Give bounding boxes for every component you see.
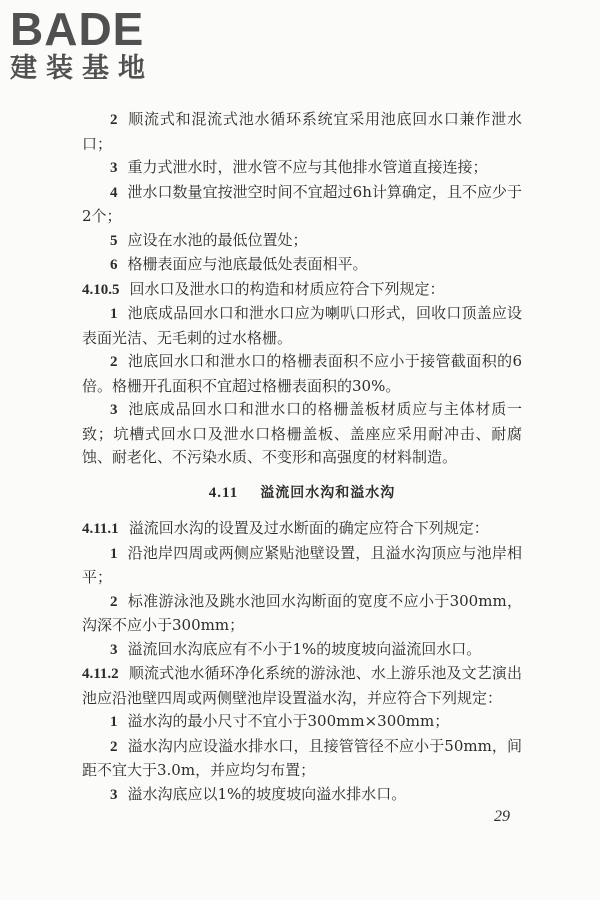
clause-text: 顺流式池水循环净化系统的游泳池、水上游乐池及文艺演出池应沿池壁四周或两侧壁池岸设置溢水沟，并应符合下列规定： xyxy=(82,664,522,707)
document-body xyxy=(82,108,522,807)
item-number: 2 xyxy=(110,593,118,610)
list-item xyxy=(82,542,522,590)
list-item xyxy=(82,350,522,398)
item-number: 5 xyxy=(110,232,118,249)
list-item xyxy=(82,735,522,783)
clause-number: 4.11.2 xyxy=(82,666,119,682)
list-item xyxy=(82,108,522,156)
list-item xyxy=(82,229,522,254)
list-item xyxy=(82,181,522,229)
item-text: 泄水口数量宜按泄空时间不宜超过6h计算确定，且不应少于2个； xyxy=(82,182,522,225)
item-text: 标准游泳池及跳水池回水沟断面的宽度不应小于300mm，沟深不应小于300mm； xyxy=(82,591,522,634)
page-number: 29 xyxy=(494,808,510,825)
item-text: 溢流回水沟底应有不小于1%的坡度坡向溢流回水口。 xyxy=(127,639,482,658)
item-number: 3 xyxy=(110,160,118,176)
item-text: 应设在水池的最低位置处； xyxy=(127,230,308,249)
item-number: 4 xyxy=(110,184,118,201)
item-number: 3 xyxy=(110,641,118,658)
list-item xyxy=(82,783,522,808)
item-text: 重力式泄水时，泄水管不应与其他排水管道直接连接； xyxy=(127,158,488,176)
list-item xyxy=(82,156,522,181)
item-number: 2 xyxy=(110,112,118,128)
item-number: 2 xyxy=(110,354,118,370)
section-heading xyxy=(82,482,522,506)
item-text: 顺流式和混流式池水循环系统宜采用池底回水口兼作泄水口； xyxy=(82,110,522,153)
clause xyxy=(82,517,522,542)
item-text: 池底成品回水口和泄水口应为喇叭口形式，回收口顶盖应设表面光洁、无毛刺的过水格栅。 xyxy=(82,304,522,347)
section-title: 溢流回水沟和溢水沟 xyxy=(260,484,396,501)
brand-logo xyxy=(10,3,180,84)
section-number: 4.11 xyxy=(208,484,239,501)
clause-text: 溢流回水沟的设置及过水断面的确定应符合下列规定： xyxy=(128,519,489,537)
brand-logo-wordmark: BADE xyxy=(10,3,145,55)
item-text: 池底成品回水口和泄水口的格栅盖板材质应与主体材质一致；坑槽式回水口及泄水口格栅盖板、盖座应采用耐冲击、耐腐蚀、耐老化、不污染水质、不变形和高强度的材料制造。 xyxy=(82,400,522,466)
clause-number: 4.11.1 xyxy=(82,521,119,537)
item-number: 3 xyxy=(110,402,118,418)
item-number: 3 xyxy=(110,786,118,803)
item-text: 池底回水口和泄水口的格栅表面积不应小于接管截面积的6倍。格栅开孔面积不宜超过格栅表面积的30%。 xyxy=(82,352,522,395)
clause xyxy=(82,278,522,303)
item-text: 溢水沟底应以1%的坡度坡向溢水排水口。 xyxy=(127,784,407,803)
clause xyxy=(82,662,522,710)
item-number: 1 xyxy=(110,714,118,730)
clause-text: 回水口及泄水口的构造和材质应符合下列规定： xyxy=(129,279,445,298)
item-text: 沿池岸四周或两侧应紧贴池壁设置，且溢水沟顶应与池岸相平； xyxy=(82,543,522,586)
list-item xyxy=(82,253,522,278)
clause-number: 4.10.5 xyxy=(82,281,120,298)
item-number: 6 xyxy=(110,257,118,273)
list-item xyxy=(82,302,522,350)
list-item xyxy=(82,710,522,735)
item-number: 1 xyxy=(110,306,118,322)
item-text: 溢水沟内应设溢水排水口，且接管管径不应小于50mm，间距不宜大于3.0m，并应均匀布置； xyxy=(82,736,522,779)
item-text: 溢水沟的最小尺寸不宜小于300mm×300mm； xyxy=(127,712,450,730)
item-number: 2 xyxy=(110,738,118,755)
brand-logo-subtitle: 建装基地 xyxy=(10,53,154,84)
item-text: 格栅表面应与池底最低处表面相平。 xyxy=(127,255,368,273)
item-number: 1 xyxy=(110,545,118,562)
list-item xyxy=(82,590,522,638)
list-item xyxy=(82,638,522,663)
list-item xyxy=(82,398,522,470)
